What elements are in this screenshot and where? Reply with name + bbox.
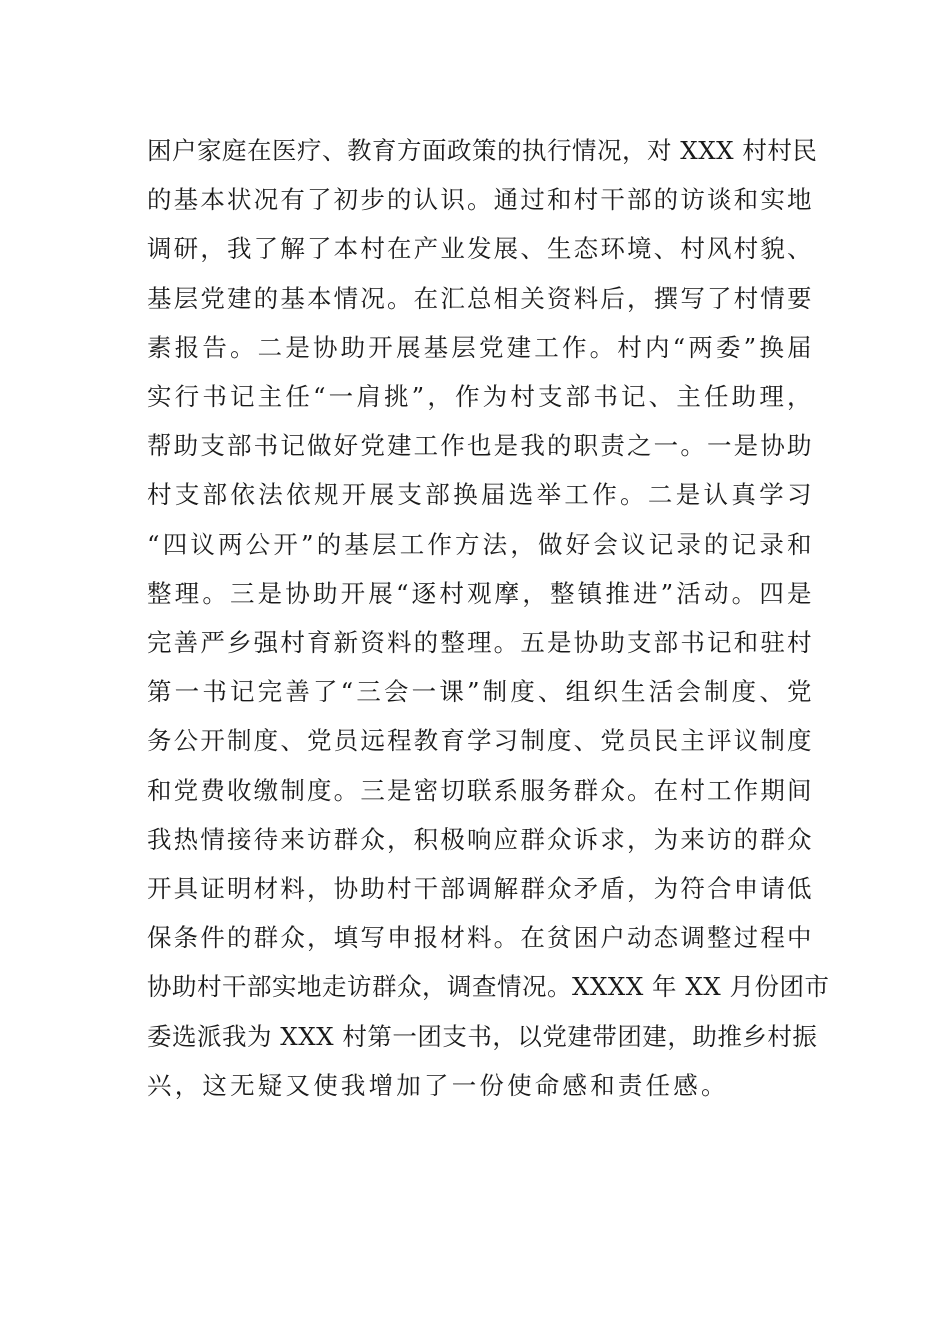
body-paragraph	[147, 126, 830, 1110]
text-line: 实行书记主任“一肩挑”，作为村支部书记、主任助理，	[147, 382, 812, 412]
text-line: 委选派我为 XXX 村第一团支书，以党建带团建，助推乡村振	[147, 1021, 818, 1051]
text-line: 第一书记完善了“三会一课”制度、组织生活会制度、党	[147, 677, 812, 707]
text-line: 村支部依法依规开展支部换届选举工作。二是认真学习	[147, 480, 812, 510]
text-line: 和党费收缴制度。三是密切联系服务群众。在村工作期间	[147, 775, 812, 805]
text-line: 整理。三是协助开展“逐村观摩，整镇推进”活动。四是	[147, 578, 812, 608]
text-line: 困户家庭在医疗、教育方面政策的执行情况，对 XXX 村村民	[147, 136, 818, 165]
text-line: 开具证明材料，协助村干部调解群众矛盾，为符合申请低	[147, 874, 812, 904]
text-line: 务公开制度、党员远程教育学习制度、党员民主评议制度	[147, 726, 812, 756]
text-line: 素报告。二是协助开展基层党建工作。村内“两委”换届	[147, 332, 812, 362]
text-line: 保条件的群众，填写申报材料。在贫困户动态调整过程中	[147, 923, 812, 953]
text-line: 帮助支部书记做好党建工作也是我的职责之一。一是协助	[147, 431, 812, 461]
text-line: “四议两公开”的基层工作方法，做好会议记录的记录和	[147, 529, 812, 559]
text-line: 协助村干部实地走访群众，调查情况。XXXX 年 XX 月份团市	[147, 972, 830, 1002]
text-line-last: 兴，这无疑又使我增加了一份使命感和责任感。	[147, 1070, 729, 1100]
text-line: 的基本状况有了初步的认识。通过和村干部的访谈和实地	[147, 185, 812, 215]
text-line: 调研，我了解了本村在产业发展、生态环境、村风村貌、	[147, 234, 812, 264]
text-line: 完善严乡强村育新资料的整理。五是协助支部书记和驻村	[147, 628, 812, 658]
text-line: 基层党建的基本情况。在汇总相关资料后，撰写了村情要	[147, 283, 812, 313]
text-line: 我热情接待来访群众，积极响应群众诉求，为来访的群众	[147, 824, 812, 854]
